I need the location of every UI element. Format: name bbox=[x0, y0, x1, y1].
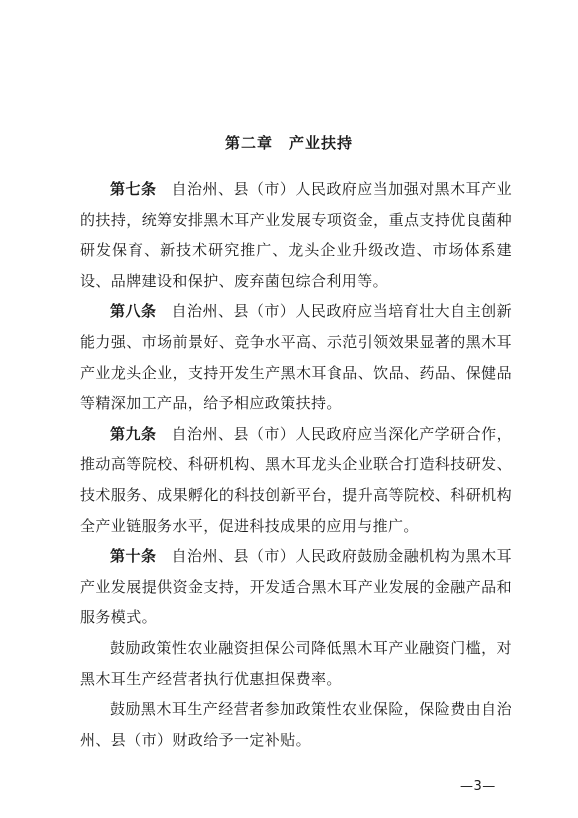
article-text: 自治州、县（市）人民政府应当培育壮大自主创新能力强、市场前景好、竞争水平高、示范引领效果显著的黑木耳产业龙头企业，支持开发生产黑木耳食品、饮品、药品、保健品等精深加工产品，给予相应政策扶持。 bbox=[80, 302, 513, 413]
chapter-name: 产业扶持 bbox=[289, 134, 354, 152]
article-8 bbox=[80, 296, 512, 418]
article-9 bbox=[80, 419, 512, 541]
article-number: 第七条 bbox=[110, 180, 157, 198]
article-text: 自治州、县（市）人民政府鼓励金融机构为黑木耳产业发展提供资金支持，开发适合黑木耳产业发展的金融产品和服务模式。 bbox=[80, 547, 513, 627]
article-text: 自治州、县（市）人民政府应当加强对黑木耳产业的扶持，统筹安排黑木耳产业发展专项资金，重点支持优良菌种研发保育、新技术研究推广、龙头企业升级改造、市场体系建设、品牌建设和保护、废弃菌包综合利用等。 bbox=[80, 180, 513, 290]
chapter-body bbox=[80, 174, 512, 755]
article-10 bbox=[80, 541, 512, 633]
chapter-title bbox=[0, 132, 578, 153]
chapter-label: 第二章 bbox=[224, 134, 273, 152]
article-text: 自治州、县（市）人民政府应当深化产学研合作，推动高等院校、科研机构、黑木耳龙头企业联合打造科技研发、技术服务、成果孵化的科技创新平台，提升高等院校、科研机构全产业链服务水平，促进科技成果的应用与推广。 bbox=[80, 424, 513, 535]
article-number: 第九条 bbox=[110, 424, 157, 443]
article-number: 第十条 bbox=[110, 547, 157, 566]
article-7 bbox=[80, 174, 512, 296]
paragraph-financing-guarantee: 鼓励政策性农业融资担保公司降低黑木耳产业融资门槛，对黑木耳生产经营者执行优惠担保费率。 bbox=[80, 638, 512, 688]
page-number: —3— bbox=[460, 779, 496, 794]
article-number: 第八条 bbox=[110, 302, 157, 321]
paragraph-agricultural-insurance: 鼓励黑木耳生产经营者参加政策性农业保险，保险费由自治州、县（市）财政给予一定补贴。 bbox=[80, 700, 512, 749]
